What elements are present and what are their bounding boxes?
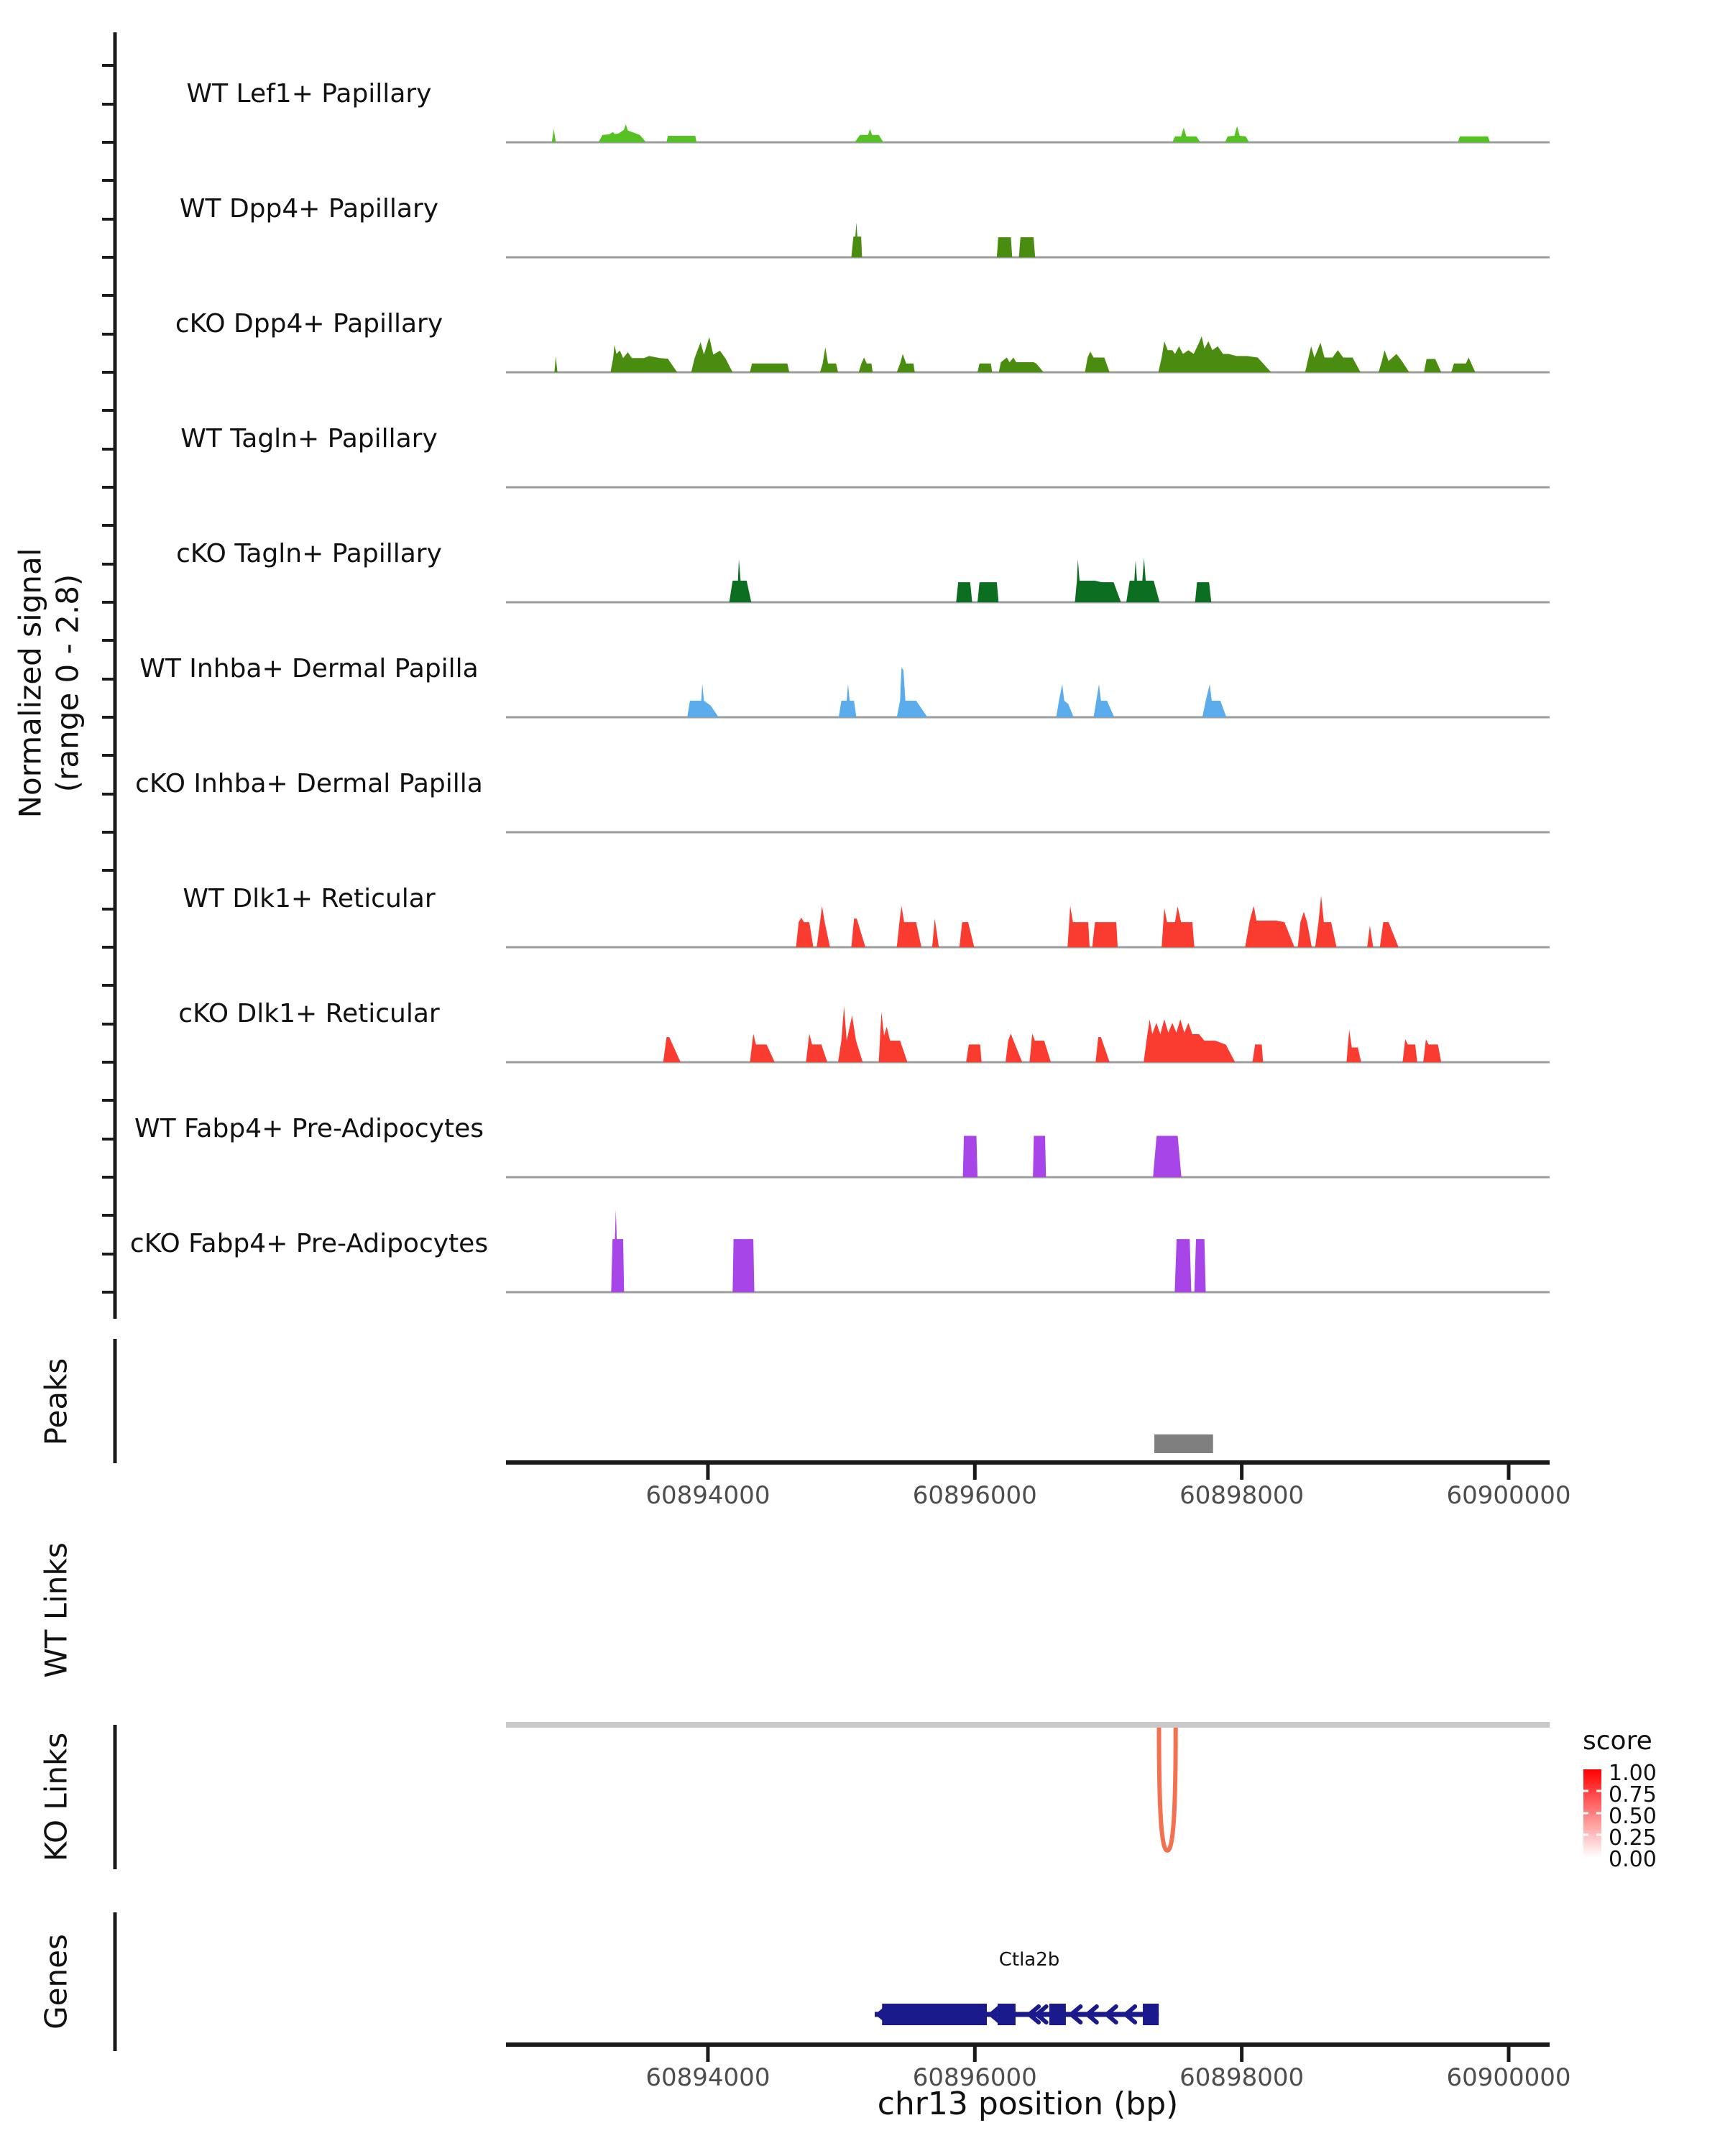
signal-polygon xyxy=(839,683,857,717)
gene-exon xyxy=(1049,2004,1066,2025)
signal-polygon xyxy=(1006,1033,1022,1062)
signal-polygon xyxy=(1057,684,1074,717)
signal-polygon xyxy=(1085,351,1110,372)
legend-tick-label: 0.75 xyxy=(1609,1782,1657,1807)
signal-polygon xyxy=(1075,559,1121,602)
gene-exon xyxy=(1143,2004,1159,2025)
signal-polygon xyxy=(663,1037,681,1062)
signal-polygon xyxy=(1094,684,1115,717)
signal-polygon xyxy=(1095,1037,1110,1062)
signal-polygon xyxy=(855,129,883,143)
signal-polygon xyxy=(816,906,830,948)
signal-polygon xyxy=(1305,343,1361,372)
signal-polygon xyxy=(999,358,1044,373)
track-label-wt-lef1: WT Lef1+ Papillary xyxy=(186,79,432,109)
signal-polygon xyxy=(611,1210,624,1292)
track-label-wt-inhba: WT Inhba+ Dermal Papilla xyxy=(139,654,479,683)
signal-polygon xyxy=(1159,336,1271,372)
signal-polygon xyxy=(978,582,998,602)
signal-polygon xyxy=(806,1033,827,1062)
gene-exon xyxy=(998,2004,1016,2025)
signal-polygon xyxy=(1144,1019,1235,1062)
signal-polygon xyxy=(978,364,992,372)
signal-polygon xyxy=(960,922,975,947)
legend-title: score xyxy=(1583,1726,1652,1756)
signal-polygon xyxy=(1298,912,1312,947)
x-tick-label: 60900000 xyxy=(1446,2063,1571,2092)
x-tick-label: 60896000 xyxy=(912,2063,1037,2092)
track-label-wt-dlk1: WT Dlk1+ Reticular xyxy=(183,884,436,913)
track-label-cko-dlk1: cKO Dlk1+ Reticular xyxy=(178,999,440,1028)
signal-polygon xyxy=(1153,1136,1182,1178)
signal-polygon xyxy=(1458,137,1490,142)
peak-region-bar xyxy=(1154,1434,1213,1453)
signal-polygon xyxy=(897,906,921,948)
y-axis-label-line1: Normalized signal xyxy=(12,548,48,819)
signal-polygon xyxy=(820,347,838,372)
signal-polygon xyxy=(1067,906,1090,948)
signal-polygon xyxy=(1346,1030,1361,1062)
signal-polygon xyxy=(732,1239,754,1292)
section-label-genes: Genes xyxy=(38,1934,74,2030)
signal-polygon xyxy=(1172,128,1200,143)
signal-polygon xyxy=(691,337,733,372)
signal-polygon xyxy=(687,683,719,717)
signal-polygon xyxy=(1195,1239,1206,1292)
signal-polygon xyxy=(796,918,814,947)
signal-polygon xyxy=(852,223,862,258)
x-tick-label: 60896000 xyxy=(912,1481,1037,1510)
signal-polygon xyxy=(963,1136,978,1178)
signal-polygon xyxy=(932,918,939,947)
track-label-cko-fabp4: cKO Fabp4+ Pre-Adipocytes xyxy=(129,1229,489,1258)
signal-polygon xyxy=(1379,350,1409,372)
gene-exon xyxy=(882,2004,987,2025)
section-label-peaks: Peaks xyxy=(38,1358,74,1446)
signal-polygon xyxy=(610,345,677,372)
signal-polygon xyxy=(1451,358,1475,373)
signal-polygon xyxy=(599,124,646,142)
signal-polygon xyxy=(879,1012,908,1062)
ko-link-arc xyxy=(1159,1728,1176,1851)
track-label-cko-dpp4: cKO Dpp4+ Papillary xyxy=(175,309,443,338)
signal-polygon xyxy=(552,129,556,143)
track-label-wt-dpp4: WT Dpp4+ Papillary xyxy=(179,194,439,224)
signal-polygon xyxy=(1402,1039,1417,1062)
signal-polygon xyxy=(1195,582,1212,602)
x-tick-label: 60894000 xyxy=(645,2063,770,2092)
legend-tick-label: 0.00 xyxy=(1609,1847,1657,1872)
gene-name-label: Ctla2b xyxy=(998,1949,1060,1971)
signal-polygon xyxy=(1162,906,1195,947)
section-label-wt-links: WT Links xyxy=(38,1542,74,1678)
signal-polygon xyxy=(750,1033,774,1062)
signal-polygon xyxy=(859,358,873,373)
signal-polygon xyxy=(966,1044,981,1062)
signal-polygon xyxy=(666,136,696,142)
signal-polygon xyxy=(897,354,915,373)
signal-polygon xyxy=(838,1006,862,1062)
signal-polygon xyxy=(897,668,928,717)
signal-polygon xyxy=(852,918,866,947)
signal-polygon xyxy=(1174,1239,1191,1292)
signal-polygon xyxy=(1245,906,1294,948)
signal-polygon xyxy=(956,582,972,602)
signal-polygon xyxy=(1315,895,1337,947)
signal-polygon xyxy=(1029,1033,1051,1062)
x-axis-title: chr13 position (bp) xyxy=(877,2086,1179,2122)
signal-polygon xyxy=(1423,1039,1441,1062)
track-label-cko-inhba: cKO Inhba+ Dermal Papilla xyxy=(135,769,483,798)
legend-tick-label: 1.00 xyxy=(1609,1761,1657,1786)
x-tick-label: 60898000 xyxy=(1179,2063,1305,2092)
x-tick-label: 60900000 xyxy=(1446,1481,1571,1510)
signal-polygon xyxy=(1380,922,1399,947)
signal-polygon xyxy=(1092,922,1118,947)
legend-tick-label: 0.50 xyxy=(1609,1804,1657,1829)
y-axis-label-line2: (range 0 - 2.8) xyxy=(50,573,86,793)
signal-polygon xyxy=(1367,926,1373,947)
legend-tick-label: 0.25 xyxy=(1609,1825,1657,1851)
signal-polygon xyxy=(1033,1136,1046,1178)
signal-polygon xyxy=(1126,558,1159,602)
signal-polygon xyxy=(1424,359,1441,373)
track-label-wt-tagln: WT Tagln+ Papillary xyxy=(180,424,438,453)
signal-polygon xyxy=(1225,126,1249,142)
track-label-wt-fabp4: WT Fabp4+ Pre-Adipocytes xyxy=(134,1114,484,1143)
signal-polygon xyxy=(554,356,557,372)
signal-polygon xyxy=(1253,1044,1264,1062)
x-tick-label: 60894000 xyxy=(645,1481,770,1510)
signal-polygon xyxy=(1019,237,1036,257)
signal-polygon xyxy=(730,559,752,602)
signal-polygon xyxy=(1202,684,1226,717)
section-label-ko-links: KO Links xyxy=(38,1732,74,1862)
signal-polygon xyxy=(997,237,1012,257)
track-label-cko-tagln: cKO Tagln+ Papillary xyxy=(176,539,442,568)
x-tick-label: 60898000 xyxy=(1179,1481,1305,1510)
signal-polygon xyxy=(750,364,789,372)
